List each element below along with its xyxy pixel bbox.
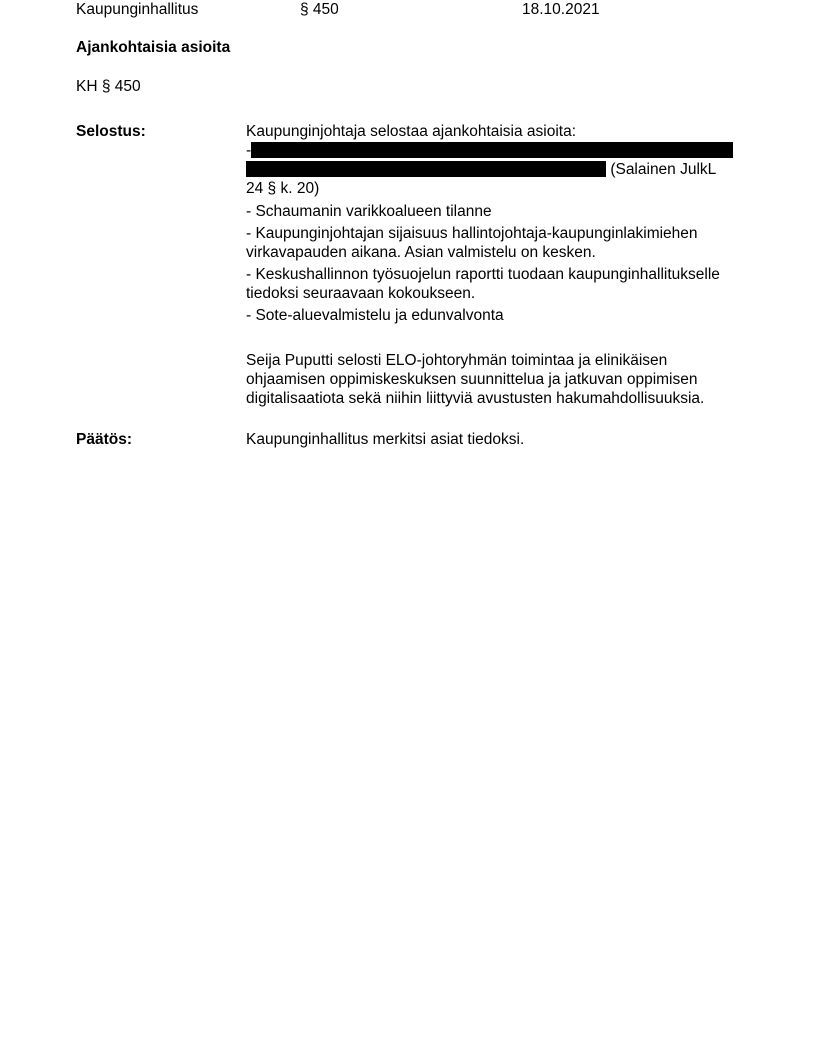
selostus-paragraph: Seija Puputti selosti ELO-johtoryhmän toimintaa ja elinikäisen ohjaamisen oppimiskeskuksen suunnittelua ja jatkuvan oppimisen digitalisaatiota sekä niihin liittyviä avustusten hakumahdollisuuksia.	[246, 352, 705, 407]
redacted-line-1	[246, 141, 746, 160]
header-organization: Kaupunginhallitus	[76, 1, 199, 18]
header-section: § 450	[300, 1, 339, 18]
redaction-block-1	[251, 142, 733, 158]
header-date: 18.10.2021	[522, 1, 600, 18]
redacted-line-2	[246, 160, 746, 179]
document-title: Ajankohtaisia asioita	[76, 39, 231, 56]
redacted-dash: -	[246, 142, 252, 159]
redacted-note-continued: 24 § k. 20)	[246, 180, 320, 197]
paatos-label: Päätös:	[76, 431, 132, 448]
selostus-body	[246, 122, 746, 408]
list-item: - Kaupunginjohtajan sijaisuus hallintojohtaja-kaupunginlakimiehen virkavapauden aikana. Asian valmistelu on kesken.	[246, 225, 698, 261]
list-item: - Schaumanin varikkoalueen tilanne	[246, 203, 492, 220]
paatos-text: Kaupunginhallitus merkitsi asiat tiedoksi.	[246, 431, 525, 448]
redacted-note: (Salainen JulkL	[610, 161, 717, 178]
document-reference: KH § 450	[76, 78, 141, 95]
selostus-intro: Kaupunginjohtaja selostaa ajankohtaisia asioita:	[246, 123, 577, 140]
selostus-label: Selostus:	[76, 123, 146, 140]
list-item: - Keskushallinnon työsuojelun raportti tuodaan kaupunginhallitukselle tiedoksi seuraavaan kokoukseen.	[246, 266, 720, 302]
redaction-block-2	[246, 161, 606, 177]
list-item: - Sote-aluevalmistelu ja edunvalvonta	[246, 307, 504, 324]
